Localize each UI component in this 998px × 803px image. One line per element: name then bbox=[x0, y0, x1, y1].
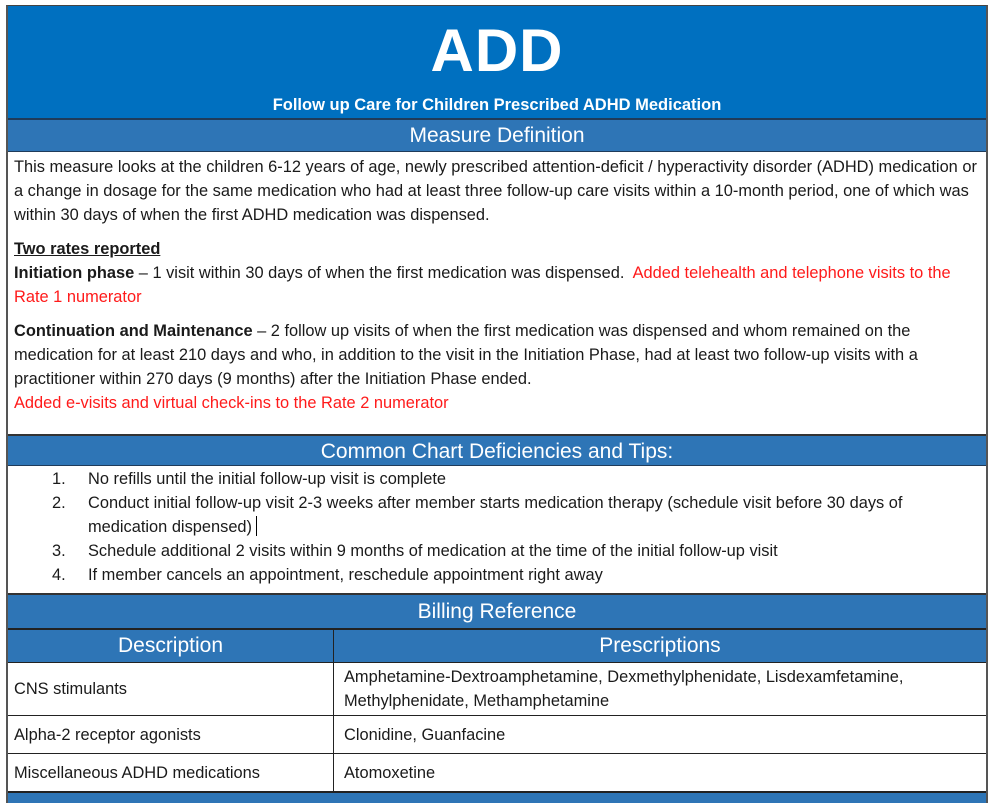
table-row bbox=[8, 663, 986, 716]
column-header-prescriptions: Prescriptions bbox=[334, 630, 987, 663]
initiation-note: Added telehealth and telephone visits to the Rate 1 numerator bbox=[14, 264, 951, 306]
page-title: ADD bbox=[430, 17, 564, 84]
continuation-note: Added e-visits and virtual check-ins to the Rate 2 numerator bbox=[14, 394, 449, 412]
footer-band bbox=[8, 792, 986, 803]
continuation-label: Continuation and Maintenance bbox=[14, 322, 253, 340]
tips-list bbox=[8, 466, 986, 595]
measure-intro: This measure looks at the children 6-12 years of age, newly prescribed attention-deficit / hyperactivity disorder (ADHD) medication or a change in dosage for the same medication who had at least three follow-up care visits within a 10-month period, one of which was within 30 days of when the first ADHD medication was dispensed. bbox=[14, 158, 977, 224]
tip-item: 1. No refills until the initial follow-up visit is complete bbox=[52, 470, 447, 488]
measure-definition-body bbox=[8, 152, 986, 434]
initiation-label: Initiation phase bbox=[14, 264, 135, 282]
page-subtitle: Follow up Care for Children Prescribed ADHD Medication bbox=[272, 96, 722, 114]
row-description: Miscellaneous ADHD medications bbox=[8, 754, 334, 792]
document-page bbox=[6, 5, 988, 803]
continuation-phase bbox=[14, 319, 982, 415]
continuation-text: – 2 follow up visits of when the first medication was dispensed and whom remained on the medication for at least 210 days and who, in addition to the visit in the Initiation Phase, had at least two follow-up visits with a practitioner within 270 days (9 months) after the Initiation Phase ended. bbox=[14, 322, 918, 388]
billing-heading: Billing Reference bbox=[8, 595, 986, 630]
measure-definition-heading: Measure Definition bbox=[8, 120, 986, 152]
tips-heading: Common Chart Deficiencies and Tips: bbox=[8, 434, 986, 466]
billing-table bbox=[8, 630, 986, 792]
tip-item: 2. Conduct initial follow-up visit 2-3 weeks after member starts medication therapy (schedule visit before 30 days of medication dispensed) bbox=[52, 494, 903, 536]
rates-heading: Two rates reported bbox=[14, 240, 161, 258]
table-row bbox=[8, 754, 986, 792]
title-banner bbox=[8, 6, 986, 120]
tip-item: 4. If member cancels an appointment, reschedule appointment right away bbox=[52, 566, 603, 584]
column-header-description: Description bbox=[8, 630, 334, 663]
initiation-text: – 1 visit within 30 days of when the first medication was dispensed. bbox=[134, 264, 633, 282]
text-cursor bbox=[256, 516, 257, 536]
row-description: CNS stimulants bbox=[8, 663, 334, 716]
initiation-phase bbox=[14, 261, 982, 309]
row-prescriptions: Amphetamine-Dextroamphetamine, Dexmethylphenidate, Lisdexamfetamine, Methylphenidate, Methamphetamine bbox=[334, 663, 987, 716]
row-description: Alpha-2 receptor agonists bbox=[8, 716, 334, 754]
tip-item: 3. Schedule additional 2 visits within 9 months of medication at the time of the initial follow-up visit bbox=[52, 542, 778, 560]
row-prescriptions: Clonidine, Guanfacine bbox=[334, 716, 987, 754]
row-prescriptions: Atomoxetine bbox=[334, 754, 987, 792]
table-row bbox=[8, 716, 986, 754]
